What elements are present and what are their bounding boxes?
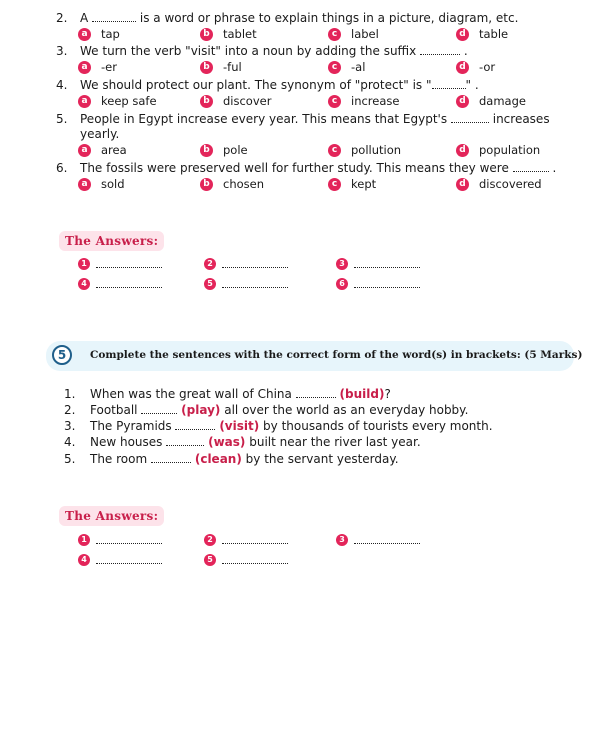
option-d[interactable]: d population bbox=[456, 143, 540, 157]
item-text: Football (play) all over the world as an everyday hobby. bbox=[90, 403, 469, 417]
option-letter-icon: d bbox=[456, 144, 469, 157]
answer-slot[interactable] bbox=[78, 258, 162, 270]
item-text: When was the great wall of China (build)? bbox=[90, 387, 391, 401]
option-c[interactable]: c pollution bbox=[328, 143, 401, 157]
option-letter-icon: b bbox=[200, 95, 213, 108]
answer-number-icon: 2 bbox=[204, 534, 216, 546]
item-number: 2. bbox=[64, 403, 76, 417]
item-number: 3. bbox=[64, 419, 76, 433]
answer-number-icon: 4 bbox=[78, 278, 90, 290]
answer-slot[interactable] bbox=[204, 534, 288, 546]
question-text: People in Egypt increase every year. This means that Egypt's increases bbox=[80, 112, 550, 126]
option-letter-icon: d bbox=[456, 178, 469, 191]
option-a[interactable]: a area bbox=[78, 143, 127, 157]
option-letter-icon: d bbox=[456, 61, 469, 74]
option-b[interactable]: b tablet bbox=[200, 27, 257, 41]
item-number: 1. bbox=[64, 387, 76, 401]
option-a[interactable]: a sold bbox=[78, 177, 125, 191]
answer-slot[interactable] bbox=[78, 278, 162, 290]
answer-number-icon: 1 bbox=[78, 258, 90, 270]
option-letter-icon: d bbox=[456, 95, 469, 108]
question-number: 6. bbox=[56, 161, 68, 175]
option-d[interactable]: d table bbox=[456, 27, 508, 41]
option-letter-icon: c bbox=[328, 28, 341, 41]
option-letter-icon: a bbox=[78, 95, 91, 108]
answer-number-icon: 3 bbox=[336, 534, 348, 546]
answer-slot[interactable] bbox=[336, 258, 420, 270]
item-text: New houses (was) built near the river last year. bbox=[90, 435, 421, 449]
option-c[interactable]: c kept bbox=[328, 177, 376, 191]
answer-line[interactable] bbox=[354, 281, 420, 288]
answer-line[interactable] bbox=[222, 261, 288, 268]
option-letter-icon: a bbox=[78, 178, 91, 191]
option-b[interactable]: b discover bbox=[200, 94, 271, 108]
answer-number-icon: 6 bbox=[336, 278, 348, 290]
question-text-continued: yearly. bbox=[80, 127, 120, 141]
answer-line[interactable] bbox=[96, 281, 162, 288]
answers-heading: The Answers: bbox=[59, 231, 164, 251]
option-letter-icon: b bbox=[200, 28, 213, 41]
option-letter-icon: c bbox=[328, 144, 341, 157]
answer-number-icon: 1 bbox=[78, 534, 90, 546]
option-letter-icon: c bbox=[328, 61, 341, 74]
question-number: 4. bbox=[56, 78, 68, 92]
item-text: The room (clean) by the servant yesterday. bbox=[90, 452, 399, 466]
option-a[interactable]: a keep safe bbox=[78, 94, 157, 108]
answer-slot[interactable] bbox=[204, 258, 288, 270]
option-a[interactable]: a -er bbox=[78, 60, 117, 74]
option-c[interactable]: c -al bbox=[328, 60, 365, 74]
option-c[interactable]: c label bbox=[328, 27, 379, 41]
option-d[interactable]: d damage bbox=[456, 94, 526, 108]
section-number: 5 bbox=[52, 345, 72, 365]
answer-line[interactable] bbox=[96, 537, 162, 544]
question-number: 2. bbox=[56, 11, 68, 25]
option-letter-icon: b bbox=[200, 178, 213, 191]
answer-number-icon: 2 bbox=[204, 258, 216, 270]
answer-line[interactable] bbox=[354, 537, 420, 544]
option-letter-icon: d bbox=[456, 28, 469, 41]
option-c[interactable]: c increase bbox=[328, 94, 399, 108]
answer-line[interactable] bbox=[222, 537, 288, 544]
answer-number-icon: 4 bbox=[78, 554, 90, 566]
answer-slot[interactable] bbox=[204, 554, 288, 566]
question-number: 3. bbox=[56, 44, 68, 58]
answer-line[interactable] bbox=[96, 557, 162, 564]
option-d[interactable]: d -or bbox=[456, 60, 495, 74]
answer-slot[interactable] bbox=[78, 554, 162, 566]
answer-line[interactable] bbox=[96, 261, 162, 268]
answer-slot[interactable] bbox=[204, 278, 288, 290]
answer-number-icon: 3 bbox=[336, 258, 348, 270]
answer-line[interactable] bbox=[222, 281, 288, 288]
option-letter-icon: a bbox=[78, 61, 91, 74]
question-text: We should protect our plant. The synonym of "protect" is " " . bbox=[80, 78, 479, 92]
option-letter-icon: b bbox=[200, 144, 213, 157]
question-text: We turn the verb "visit" into a noun by adding the suffix . bbox=[80, 44, 468, 58]
answers-heading: The Answers: bbox=[59, 506, 164, 526]
question-text: The fossils were preserved well for further study. This means they were . bbox=[80, 161, 557, 175]
item-number: 5. bbox=[64, 452, 76, 466]
answer-number-icon: 5 bbox=[204, 278, 216, 290]
question-text: A is a word or phrase to explain things in a picture, diagram, etc. bbox=[80, 11, 519, 25]
option-a[interactable]: a tap bbox=[78, 27, 120, 41]
option-d[interactable]: d discovered bbox=[456, 177, 542, 191]
option-letter-icon: a bbox=[78, 144, 91, 157]
item-number: 4. bbox=[64, 435, 76, 449]
answer-number-icon: 5 bbox=[204, 554, 216, 566]
option-letter-icon: b bbox=[200, 61, 213, 74]
answer-slot[interactable] bbox=[336, 278, 420, 290]
answer-line[interactable] bbox=[354, 261, 420, 268]
option-letter-icon: a bbox=[78, 28, 91, 41]
item-text: The Pyramids (visit) by thousands of tourists every month. bbox=[90, 419, 493, 433]
section-title: Complete the sentences with the correct form of the word(s) in brackets: (5 Marks) bbox=[90, 349, 583, 361]
option-letter-icon: c bbox=[328, 178, 341, 191]
option-b[interactable]: b pole bbox=[200, 143, 248, 157]
option-b[interactable]: b chosen bbox=[200, 177, 264, 191]
answer-line[interactable] bbox=[222, 557, 288, 564]
answer-slot[interactable] bbox=[336, 534, 420, 546]
answer-slot[interactable] bbox=[78, 534, 162, 546]
question-number: 5. bbox=[56, 112, 68, 126]
option-b[interactable]: b -ful bbox=[200, 60, 242, 74]
option-letter-icon: c bbox=[328, 95, 341, 108]
